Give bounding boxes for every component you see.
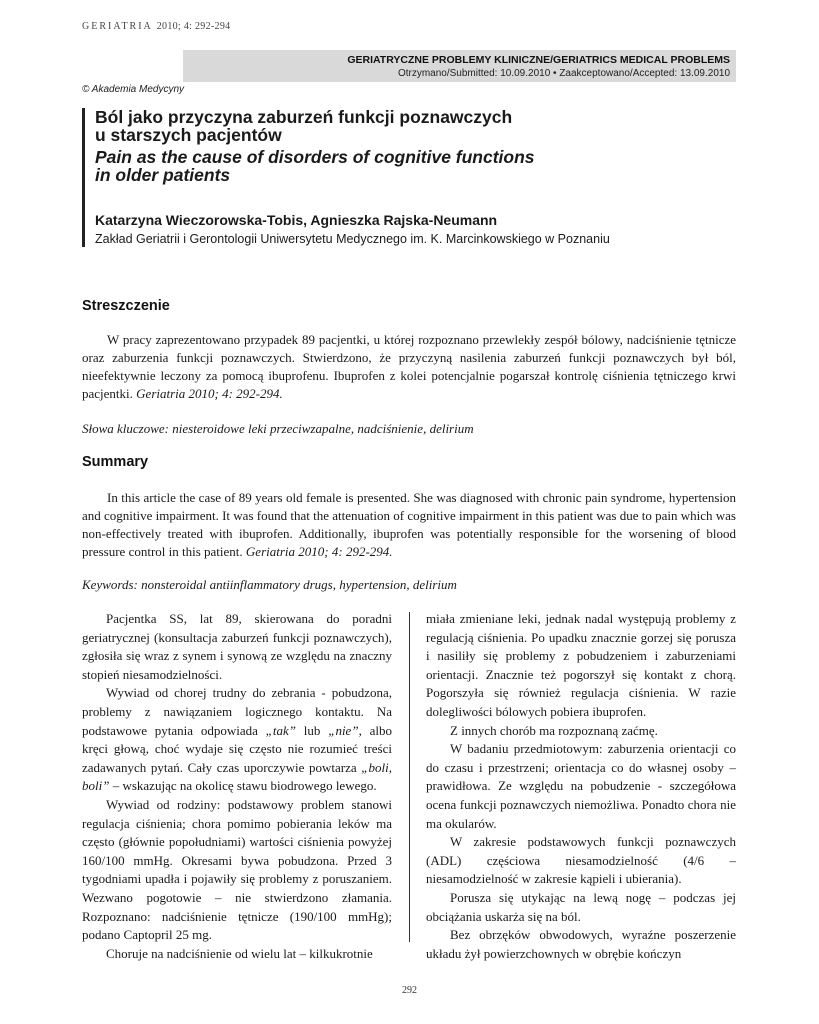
text-run: lub	[296, 722, 329, 738]
body-paragraph: Bez obrzęków obwodowych, wyraźne poszerzenie układu żył powierzchownych w obrębie kończyn	[426, 927, 736, 961]
text-run: , albo kręci głową, choć wydaje się często nie rozumieć treści zadawanych pytań. Cały czas uporczywie powtarza	[82, 722, 392, 775]
body-paragraph: Z innych chorób ma rozpoznaną zaćmę.	[450, 722, 658, 738]
running-head	[82, 21, 230, 32]
body-paragraph: Porusza się utykając na lewą nogę – podczas jej obciążania uskarża się na ból.	[426, 889, 736, 924]
quote-nie: „nie”	[328, 722, 359, 738]
column-divider	[409, 612, 410, 942]
summary-citation: Geriatria 2010; 4: 292-294.	[245, 544, 393, 559]
body-paragraph: Wywiad od rodziny: podstawowy problem stanowi regulacja ciśnienia; chora pomimo pobierania leków ma często (głównie popołudniami) wartości ciśnienia powyżej 160/100 mmHg. Okresami bywa pobudzona. Przed 3 tygodniami upadła i pojawiły się problemy z poruszaniem. Wezwano pogotowie – nie stwierdzono złamania. Rozpoznano: nadciśnienie tętnicze (190/100 mmHg); podano Captopril 25 mg.	[82, 796, 392, 943]
title-polish	[95, 108, 715, 144]
body-paragraph: W badaniu przedmiotowym: zaburzenia orientacji co do czasu i przestrzeni; orientacja co do własnej osoby – prawidłowa. Ze względu na pobudzenie - szczegółowa ocena funkcji poznawczych niemożliwa. Ponadto chora nie ma okularów.	[426, 741, 736, 831]
title-english-line1: Pain as the cause of disorders of cognitive functions	[95, 147, 535, 167]
submission-dates: Otrzymano/Submitted: 10.09.2010 • Zaakceptowano/Accepted: 13.09.2010	[397, 68, 730, 79]
body-paragraph: W zakresie podstawowych funkcji poznawczych (ADL) częściowa niesamodzielność (4/6 – niesamodzielność w zakresie kąpieli i ubierania).	[426, 834, 736, 887]
body-paragraph-interview	[82, 684, 392, 796]
title-polish-line2: u starszych pacjentów	[95, 125, 282, 145]
streszczenie-body: W pracy zaprezentowano przypadek 89 pacjentki, u której rozpoznano przewlekły zespół bólowy, nadciśnienie tętnicze oraz zaburzenia funkcji poznawczych. Stwierdzono, że przyczyną nasilenia zaburzeń funkcji poznawczych był ból, nieefektywnie leczony za pomocą ibuprofenu. Ibuprofen z kolei potencjalnie pogarszał kontrolę ciśnienia tętniczego krwi pacjentki.	[82, 332, 736, 401]
summary-keywords: Keywords: nonsteroidal antiinflammatory drugs, hypertension, delirium	[82, 577, 457, 592]
streszczenie-citation: Geriatria 2010; 4: 292-294.	[136, 386, 283, 401]
article-category: GERIATRYCZNE PROBLEMY KLINICZNE/GERIATRICS MEDICAL PROBLEMS	[347, 54, 730, 66]
authors: Katarzyna Wieczorowska-Tobis, Agnieszka Rajska-Neumann	[95, 212, 498, 228]
text-run: – wskazując na okolicę stawu biodrowego lewego.	[109, 778, 377, 794]
journal-citation: 2010; 4: 292-294	[156, 21, 231, 32]
title-block	[82, 108, 715, 247]
title-polish-line1: Ból jako przyczyna zaburzeń funkcji poznawczych	[95, 107, 513, 127]
title-english-line2: in older patients	[95, 165, 231, 185]
title-english	[95, 148, 715, 184]
streszczenie-keywords: Słowa kluczowe: niesteroidowe leki przeciwzapalne, nadciśnienie, delirium	[82, 421, 474, 436]
quote-tak: „tak”	[265, 722, 297, 738]
category-bar	[183, 50, 736, 82]
summary-body: In this article the case of 89 years old female is presented. She was diagnosed with chronic pain syndrome, hypertension and cognitive impairment. It was found that the attenuation of cognitive impairment in this patient was due to pain which was non-effectively treated with ibuprofen. Additionally, ibuprofen was potentially responsible for the worsening of blood pressure control in this patient.	[82, 490, 736, 559]
summary-text	[82, 489, 736, 561]
journal-name: GERIATRIA	[82, 21, 153, 32]
quote-boli: „boli, boli”	[82, 759, 392, 794]
affiliation: Zakład Geriatrii i Gerontologii Uniwersytetu Medycznego im. K. Marcinkowskiego w Poznaniu	[95, 232, 610, 246]
text-run: Wywiad od chorej trudny do zebrania - pobudzona, problemy z nawiązaniem logicznego kontaktu. Na podstawowe pytania odpowiada	[82, 685, 392, 738]
streszczenie-text	[82, 331, 736, 403]
publisher-copyright: © Akademia Medycyny	[82, 84, 185, 95]
body-paragraph: Choruje na nadciśnienie od wielu lat – kilkukrotnie	[106, 945, 373, 961]
page-number: 292	[402, 985, 417, 996]
streszczenie-heading: Streszczenie	[82, 298, 170, 314]
body-paragraph: miała zmieniane leki, jednak nadal występują problemy z regulacją ciśnienia. Po upadku znacznie gorzej się porusza i nasiliły się problemy z pobudzeniem i zaburzeniami orientacji. Znacznie też pogorszył się kontakt z chorą. Pogorszyła się również regulacja ciśnienia. W razie dolegliwości bólowych pobiera ibuprofen.	[426, 611, 736, 719]
body-column-left	[82, 610, 392, 963]
body-column-right	[426, 610, 736, 963]
body-paragraph: Pacjentka SS, lat 89, skierowana do poradni geriatrycznej (konsultacja zaburzeń funkcji poznawczych), zgłosiła się wraz z synem i synową ze względu na znaczny stopień niesamodzielności.	[82, 611, 392, 682]
summary-heading: Summary	[82, 454, 149, 470]
